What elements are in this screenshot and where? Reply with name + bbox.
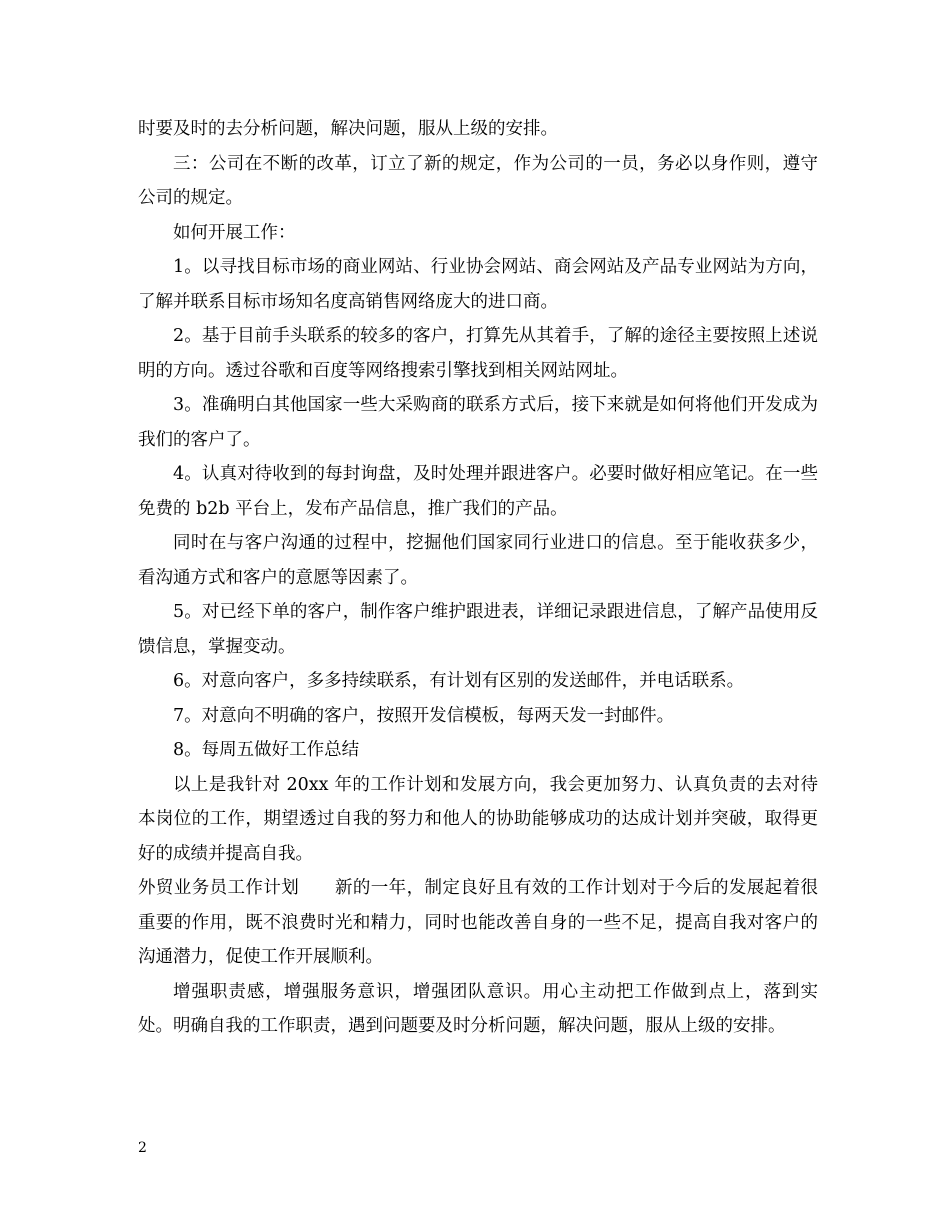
paragraph-item-3: 3。准确明白其他国家一些大采购商的联系方式后，接下来就是如何将他们开发成为我们的客户了。: [138, 395, 818, 450]
paragraph-item-8: 8。每周五做好工作总结: [173, 740, 360, 760]
page-number: 2: [138, 1140, 147, 1156]
paragraph-item-4-continued: 同时在与客户沟通的过程中，挖掘他们国家同行业进口的信息。至于能收获多少，看沟通方式和客户的意愿等因素了。: [138, 533, 818, 588]
paragraph-rule-three: 三：公司在不断的改革，订立了新的规定，作为公司的一员，务必以身作则，遵守公司的规定。: [138, 153, 818, 208]
paragraph-item-4: 4。认真对待收到的每封询盘，及时处理并跟进客户。必要时做好相应笔记。在一些免费的 b2b 平台上，发布产品信息，推广我们的产品。: [138, 464, 818, 519]
document-body: [138, 112, 818, 1044]
paragraph-item-6: 6。对意向客户，多多持续联系，有计划有区别的发送邮件，并电话联系。: [173, 671, 745, 691]
paragraph-item-2: 2。基于目前手头联系的较多的客户，打算先从其着手，了解的途径主要按照上述说明的方向。透过谷歌和百度等网络搜索引擎找到相关网站网址。: [138, 326, 818, 381]
paragraph-plan-intro: 外贸业务员工作计划 新的一年，制定良好且有效的工作计划对于今后的发展起着很重要的作用，既不浪费时光和精力，同时也能改善自身的一些不足，提高自我对客户的沟通潜力，促使工作开展顺利。: [138, 878, 818, 967]
paragraph-item-5: 5。对已经下单的客户，制作客户维护跟进表，详细记录跟进信息，了解产品使用反馈信息，掌握变动。: [138, 602, 818, 657]
paragraph-heading-how-to-work: 如何开展工作：: [173, 222, 296, 243]
paragraph-item-1: 1。以寻找目标市场的商业网站、行业协会网站、商会网站及产品专业网站为方向，了解并联系目标市场知名度高销售网络庞大的进口商。: [138, 257, 818, 312]
paragraph-responsibility: 增强职责感，增强服务意识，增强团队意识。用心主动把工作做到点上，落到实处。明确自我的工作职责，遇到问题要及时分析问题，解决问题，服从上级的安排。: [138, 981, 818, 1036]
paragraph-item-7: 7。对意向不明确的客户，按照开发信模板，每两天发一封邮件。: [173, 705, 675, 726]
paragraph-continuation: 时要及时的去分析问题，解决问题，服从上级的安排。: [138, 119, 558, 139]
paragraph-summary: 以上是我针对 20xx 年的工作计划和发展方向，我会更加努力、认真负责的去对待本岗位的工作，期望透过自我的努力和他人的协助能够成功的达成计划并突破，取得更好的成绩并提高自我。: [138, 774, 818, 864]
